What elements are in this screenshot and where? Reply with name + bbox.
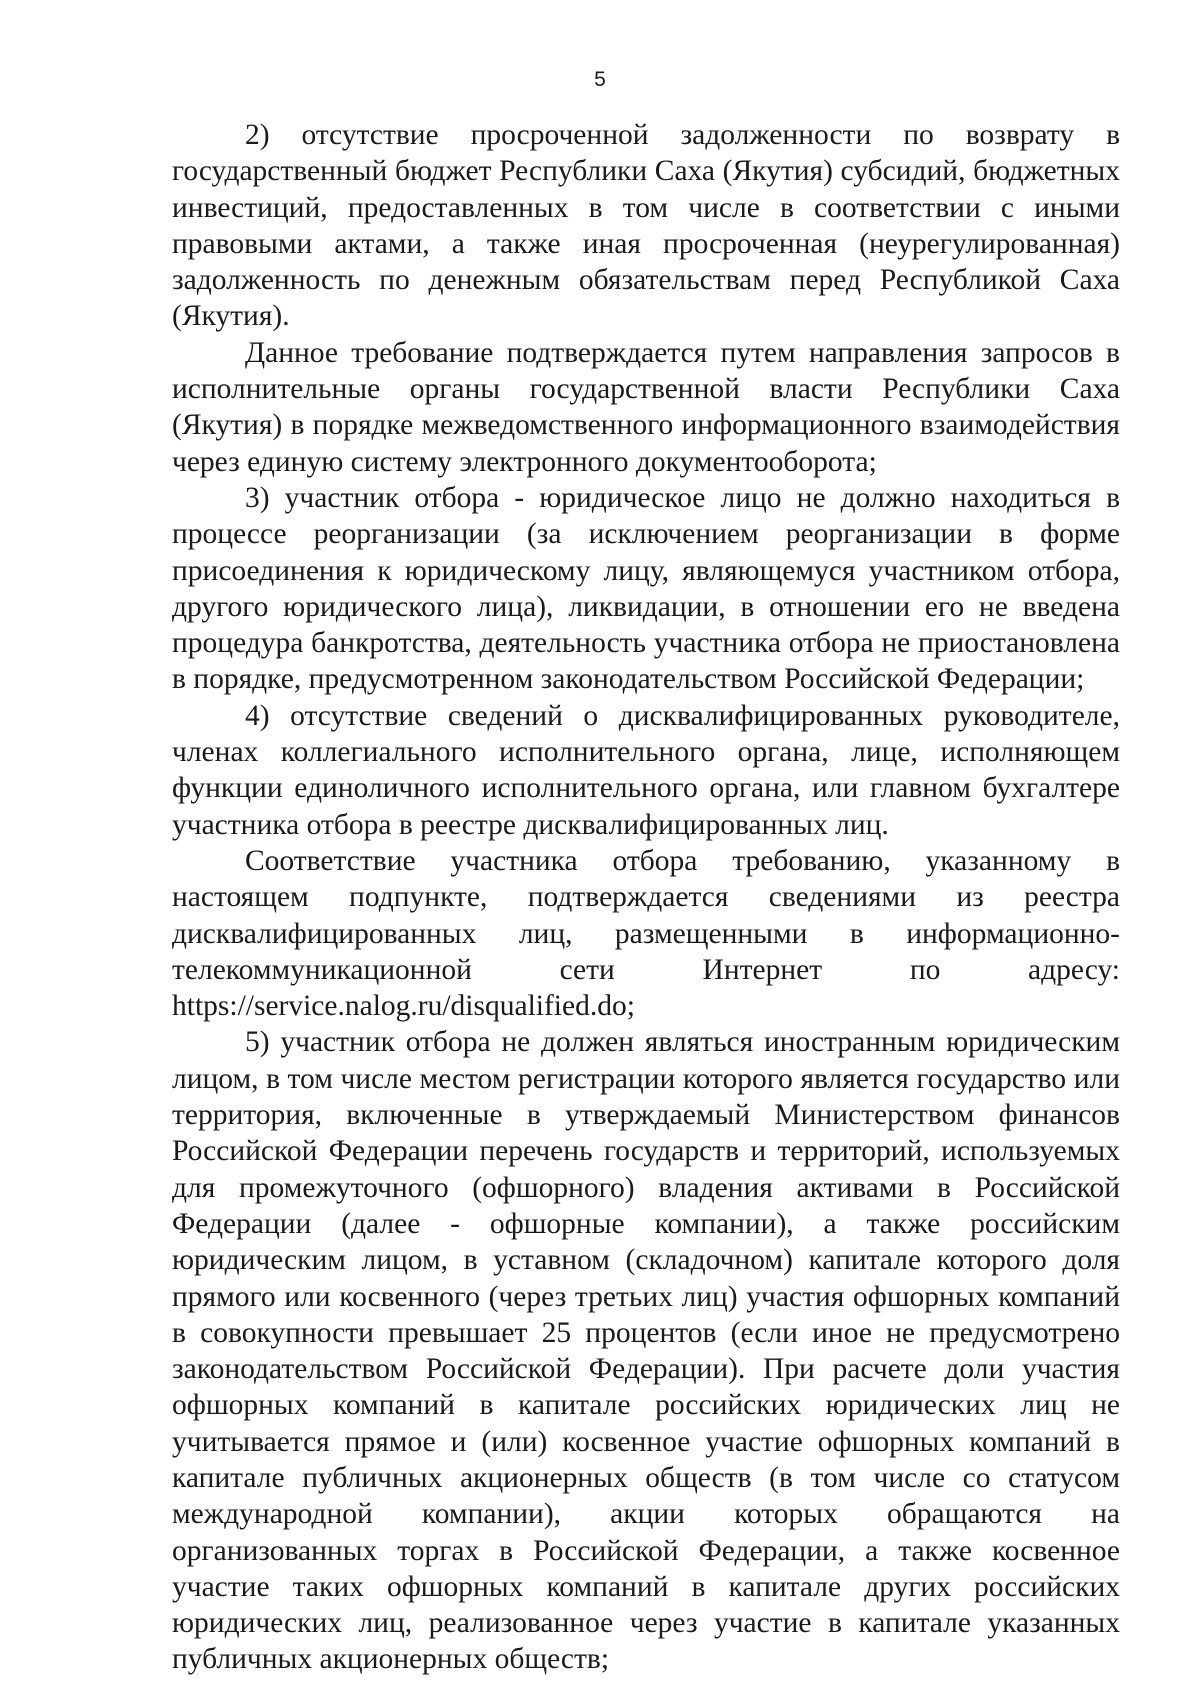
- paragraph-item-3-reorganization: 3) участник отбора - юридическое лицо не должно находиться в процессе реорганизации (за исключением реорганизации в форме присоединения к юридическому лицу, являющемуся участником отбора, другого юридического лица), ликвидации, в отношении его не введена процедура банкротства, деятельность участника отбора не приостановлена в порядке, предусмотренном законодательством Российской Федерации;: [172, 481, 1120, 696]
- document-body: [172, 117, 1120, 1678]
- page-number: 5: [594, 68, 606, 91]
- paragraph-item-5-offshore: 5) участник отбора не должен являться иностранным юридическим лицом, в том числе местом регистрации которого является государство или территория, включенные в утверждаемый Министерством финансов Российской Федерации перечень государств и территорий, используемых для промежуточного (офшорного) владения активами в Российской Федерации (далее - офшорные компании), а также российским юридическим лицом, в уставном (складочном) капитале которого доля прямого или косвенного (через третьих лиц) участия офшорных компаний в совокупности превышает 25 процентов (если иное не предусмотрено законодательством Российской Федерации). При расчете доли участия офшорных компаний в капитале российских юридических лиц не учитывается прямое и (или) косвенное участие офшорных компаний в капитале публичных акционерных обществ (в том числе со статусом международной компании), акции которых обращаются на организованных торгах в Российской Федерации, а также косвенное участие таких офшорных компаний в капитале других российских юридических лиц, реализованное через участие в капитале указанных публичных акционерных обществ;: [172, 1026, 1120, 1676]
- paragraph-item-4-disqualified: 4) отсутствие сведений о дисквалифицированных руководителе, членах коллегиального исполнительного органа, лице, исполняющем функции единоличного исполнительного органа, или главном бухгалтере участника отбора в реестре дисквалифицированных лиц.: [172, 699, 1120, 841]
- paragraph-item-2-debt: 2) отсутствие просроченной задолженности по возврату в государственный бюджет Республики Саха (Якутия) субсидий, бюджетных инвестиций, предоставленных в том числе в соответствии с иными правовыми актами, а также иная просроченная (неурегулированная) задолженность по денежным обязательствам перед Республикой Саха (Якутия).: [172, 119, 1120, 333]
- paragraph-disqualified-verification: Соответствие участника отбора требованию, указанному в настоящем подпункте, подтверждается сведениями из реестра дисквалифицированных лиц, размещенными в информационно-телекоммуникационной сети Интернет по адресу: https://service.nalog.ru/disqualified.do;: [172, 844, 1120, 1023]
- paragraph-debt-verification: Данное требование подтверждается путем направления запросов в исполнительные органы государственной власти Республики Саха (Якутия) в порядке межведомственного информационного взаимодействия через единую систему электронного документооборота;: [172, 336, 1120, 478]
